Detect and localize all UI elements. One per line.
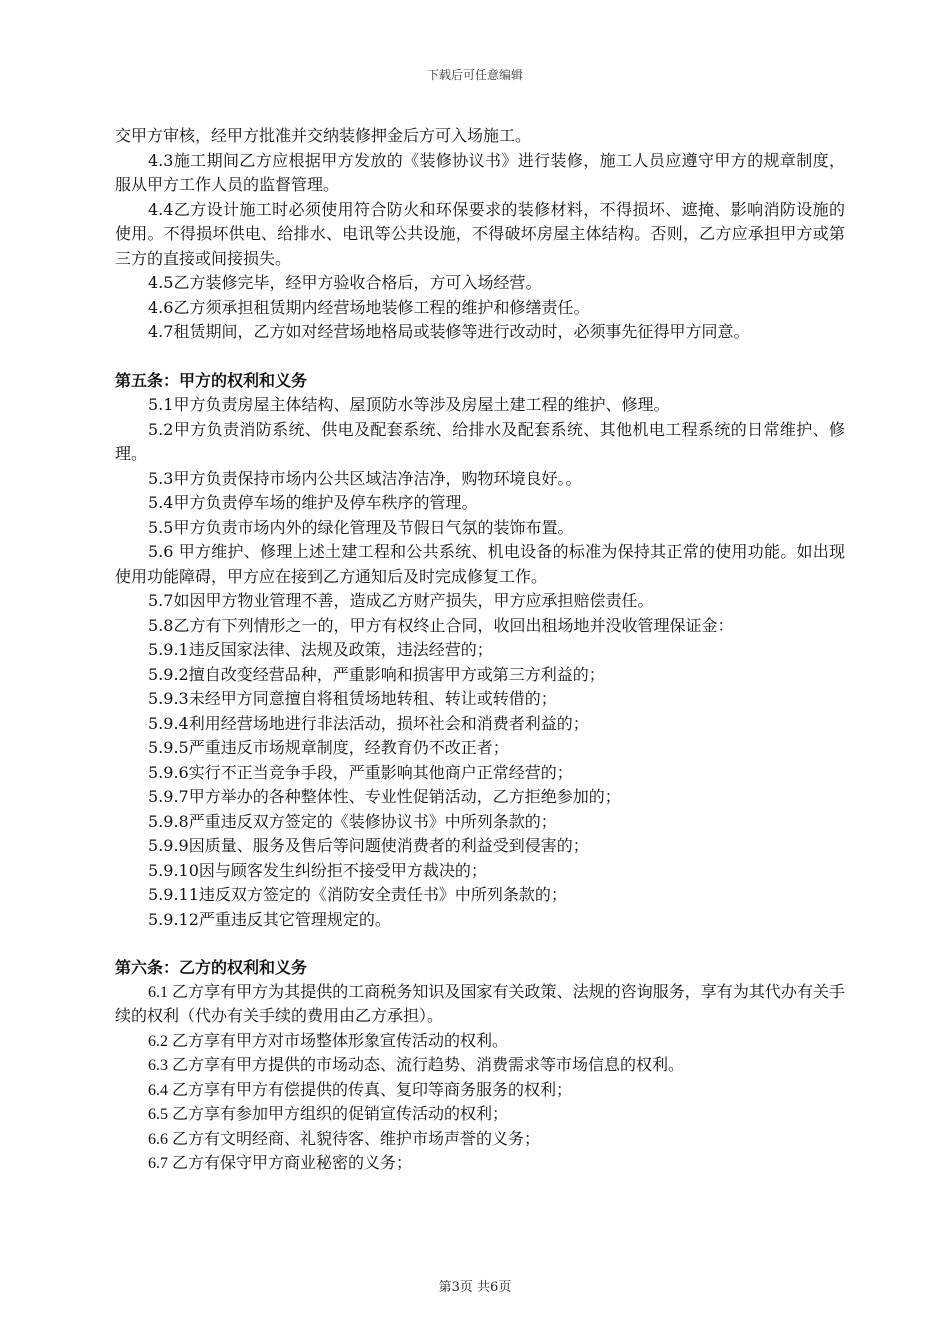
clause-item: 5.3甲方负责保持市场内公共区域洁净洁净，购物环境良好。。: [148, 468, 582, 488]
clause-paragraph: 交甲方审核，经甲方批准并交纳装修押金后方可入场施工。: [115, 126, 532, 145]
clause-item: 6.7 乙方有保守甲方商业秘密的义务；: [148, 1155, 413, 1172]
clause-paragraph: 4.7租赁期间，乙方如对经营场地格局或装修等进行改动时，必须事先征得甲方同意。: [148, 322, 750, 341]
clause-item: 5.9.11违反双方签定的《消防安全责任书》中所列条款的；: [148, 885, 567, 904]
clause-4-continuation: [115, 124, 845, 345]
clause-paragraph: 4.5乙方装修完毕，经甲方验收合格后，方可入场经营。: [148, 273, 542, 292]
clause-item: 6.4 乙方享有甲方有偿提供的传真、复印等商务服务的权利；: [148, 1081, 573, 1099]
section-6-heading: 第六条：乙方的权利和义务: [115, 958, 308, 977]
section-5-heading: 第五条：甲方的权利和义务: [115, 370, 308, 390]
clause-item: 5.5甲方负责市场内外的绿化管理及节假日气氛的装饰布置。: [148, 517, 574, 537]
page-header: 下载后可任意编辑: [426, 68, 523, 82]
clause-paragraph: 4.4乙方设计施工时必须使用符合防火和环保要求的装修材料，不得损坏、遮掩、影响消防设施的使用。不得损坏供电、给排水、电讯等公共设施，不得破坏房屋主体结构。否则，乙方应承担甲方或第三方的直接或间接损失。: [115, 199, 845, 268]
clause-paragraph: 4.6乙方须承担租赁期内经营场地装修工程的维护和修缮责任。: [148, 297, 590, 317]
clause-paragraph: 4.3施工期间乙方应根据甲方发放的《装修协议书》进行装修，施工人员应遵守甲方的规章制度，服从甲方工作人员的监督管理。: [115, 150, 845, 194]
clause-item: 5.9.2擅自改变经营品种，严重影响和损害甲方或第三方利益的；: [148, 664, 605, 684]
clause-item: 5.9.4利用经营场地进行非法活动，损坏社会和消费者利益的；: [148, 713, 589, 733]
clause-item: 6.1 乙方享有甲方为其提供的工商税务知识及国家有关政策、法规的咨询服务，享有为其代办有关手续的权利（代办有关手续的费用由乙方承担）。: [115, 983, 845, 1025]
clause-item: 5.1甲方负责房屋主体结构、屋顶防水等涉及房屋土建工程的维护、修理。: [148, 395, 670, 414]
clause-item: 5.9.9因质量、服务及售后等问题使消费者的利益受到侵害的；: [148, 836, 589, 855]
clause-item: 5.9.3未经甲方同意擅自将租赁场地转租、转让或转借的；: [148, 689, 557, 708]
clause-item: 5.6 甲方维护、修理上述土建工程和公共系统、机电设备的标准为保持其正常的使用功能。如出现使用功能障碍，甲方应在接到乙方通知后及时完成修复工作。: [115, 542, 845, 586]
clause-item: 6.6 乙方有文明经商、礼貌待客、维护市场声誉的义务；: [148, 1130, 541, 1148]
section-6-items: [115, 981, 845, 1177]
clause-item: 5.4甲方负责停车场的维护及停车秩序的管理。: [148, 493, 478, 512]
document-body: [115, 124, 845, 1177]
section-5-items: [115, 393, 845, 932]
clause-item: 5.7如因甲方物业管理不善，造成乙方财产损失，甲方应承担赔偿责任。: [148, 591, 654, 610]
clause-item: 5.8乙方有下列情形之一的，甲方有权终止合同，收回出租场地并没收管理保证金：: [148, 615, 734, 635]
clause-item: 5.9.7甲方举办的各种整体性、专业性促销活动，乙方拒绝参加的；: [148, 787, 621, 806]
clause-item: 5.9.10因与顾客发生纠纷拒不接受甲方裁决的；: [148, 860, 487, 880]
clause-item: 5.9.5严重违反市场规章制度，经教育仍不改正者；: [148, 738, 509, 757]
page-footer: 第3页 共6页: [438, 1280, 512, 1295]
clause-item: 6.2 乙方享有甲方对市场整体形象宣传活动的权利。: [148, 1032, 509, 1050]
clause-item: 5.9.6实行不正当竞争手段，严重影响其他商户正常经营的；: [148, 762, 573, 782]
clause-item: 5.9.8严重违反双方签定的《装修协议书》中所列条款的；: [148, 811, 557, 831]
clause-item: 6.5 乙方享有参加甲方组织的促销宣传活动的权利；: [148, 1106, 509, 1123]
clause-item: 5.2甲方负责消防系统、供电及配套系统、给排水及配套系统、其他机电工程系统的日常维护、修理。: [115, 419, 845, 463]
clause-item: 6.3 乙方享有甲方提供的市场动态、流行趋势、消费需求等市场信息的权利。: [148, 1057, 685, 1074]
clause-item: 5.9.12严重违反其它管理规定的。: [148, 909, 391, 929]
clause-item: 5.9.1违反国家法律、法规及政策，违法经营的；: [148, 640, 493, 659]
